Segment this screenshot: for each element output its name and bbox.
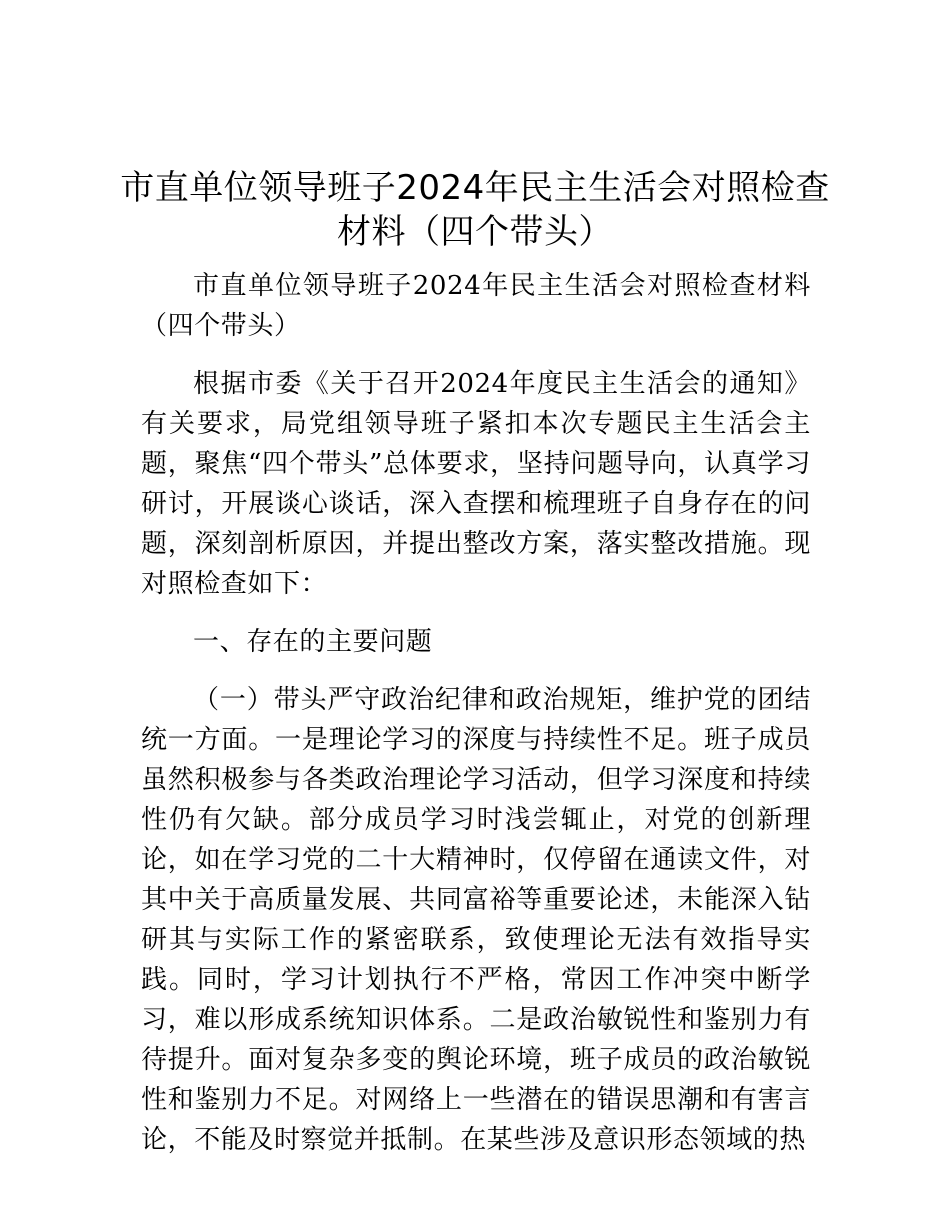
intro-paragraph: 根据市委《关于召开2024年度民主生活会的通知》有关要求，局党组领导班子紧扣本次专题民主生活会主题，聚焦“四个带头”总体要求，坚持问题导向，认真学习研讨，开展谈心谈话，深入查摆和梳理班子自身存在的问题，深刻剖析原因，并提出整改方案，落实整改措施。现对照检查如下： bbox=[141, 369, 811, 599]
document-body bbox=[141, 266, 811, 1178]
document-title bbox=[100, 166, 850, 254]
section-paragraph: （一）带头严守政治纪律和政治规矩，维护党的团结统一方面。一是理论学习的深度与持续性不足。班子成员虽然积极参与各类政治理论学习活动，但学习深度和持续性仍有欠缺。部分成员学习时浅尝辄止，对党的创新理论，如在学习党的二十大精神时，仅停留在通读文件，对其中关于高质量发展、共同富裕等重要论述，未能深入钻研其与实际工作的紧密联系，致使理论无法有效指导实践。同时，学习计划执行不严格，常因工作冲突中断学习，难以形成系统知识体系。二是政治敏锐性和鉴别力有待提升。面对复杂多变的舆论环境，班子成员的政治敏锐性和鉴别力不足。对网络上一些潜在的错误思潮和有害言论，不能及时察觉并抵制。在某些涉及意识形态领域的热 bbox=[141, 685, 811, 1155]
subtitle-paragraph: 市直单位领导班子2024年民主生活会对照检查材料（四个带头） bbox=[141, 271, 811, 341]
title-line-1: 市直单位领导班子2024年民主生活会对照检查 bbox=[120, 168, 830, 208]
section-heading: 一、存在的主要问题 bbox=[193, 627, 433, 657]
title-line-2: 材料（四个带头） bbox=[337, 212, 613, 252]
